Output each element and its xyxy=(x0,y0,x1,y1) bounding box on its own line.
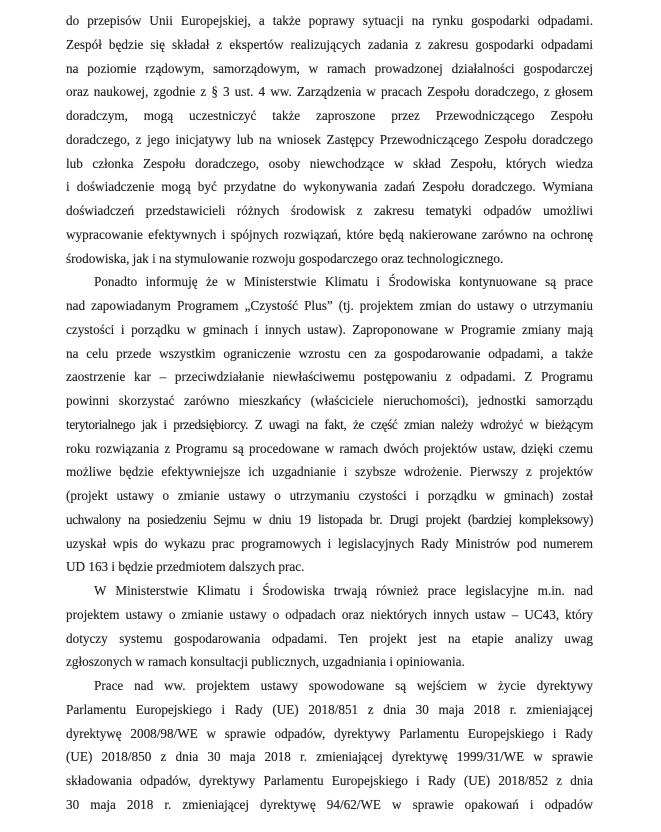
text-line: nad zapowiadanym Programem „Czystość Plus” (tj. projektem zmian do ustawy o utrzymaniu xyxy=(66,298,593,313)
text-line: składowania odpadów, dyrektywy Parlamentu Europejskiego i Rady (UE) 2018/852 z dnia xyxy=(66,773,593,788)
text-line: Parlamentu Europejskiego i Rady (UE) 2018/851 z dnia 30 maja 2018 r. zmieniającej xyxy=(66,701,593,717)
text-line: 30 maja 2018 r. zmieniającej dyrektywę 94/62/WE w sprawie opakowań i odpadów xyxy=(66,796,593,812)
text-line: możliwe będzie efektywniejsze ich uzgadnianie i szybsze wdrożenie. Pierwszy z projektów xyxy=(66,464,593,480)
text-line: zaostrzenie kar – przeciwdziałanie niewłaściwemu postępowaniu z odpadami. Z Programu xyxy=(66,369,593,385)
text-line: projektem ustawy o zmianie ustawy o odpadach oraz niektórych innych ustaw – UC43, który xyxy=(66,606,593,622)
text-line: UD 163 i będzie przedmiotem dalszych prac. xyxy=(66,559,305,575)
text-line: terytorialnego jak i przedsiębiorcy. Z uwagi na fakt, że część zmian należy wdrożyć w bieżącym xyxy=(66,416,593,432)
text-line: dyrektywę 2008/98/WE w sprawie odpadów, dyrektywy Parlamentu Europejskiego i Rady xyxy=(66,725,593,741)
text-line: Ponadto informuję że w Ministerstwie Klimatu i Środowiska kontynuowane są prace xyxy=(94,274,593,290)
text-line: na celu przede wszystkim ograniczenie wzrostu cen za gospodarowanie odpadami, a także xyxy=(66,345,593,361)
text-line: i doświadczenie mogą być przydatne do wykonywania zadań Zespołu doradczego. Wymiana xyxy=(66,179,593,195)
text-line: do przepisów Unii Europejskiej, a także poprawy sytuacji na rynku gospodarki odpadami. xyxy=(66,13,593,28)
text-line: wypracowanie efektywnych i spójnych rozwiązań, które będą nakierowane zarówno na ochronę xyxy=(66,226,593,242)
text-line: lub członka Zespołu doradczego, osoby niewchodzące w skład Zespołu, których wiedza xyxy=(66,155,593,171)
text-line: (projekt ustawy o zmianie ustawy o utrzymaniu czystości i porządku w gminach) został xyxy=(66,488,593,503)
text-line: na poziomie rządowym, samorządowym, w ramach prowadzonej działalności gospodarczej xyxy=(66,60,593,76)
text-line: doradczym, mogą uczestniczyć także zaproszone przez Przewodniczącego Zespołu xyxy=(66,108,593,123)
text-line: uchwalony na posiedzeniu Sejmu w dniu 19 listopada br. Drugi projekt (bardziej kompleksowy) xyxy=(66,511,593,527)
text-line: uzyskał wpis do wykazu prac programowych i legislacyjnych Rady Ministrów pod numerem xyxy=(66,535,593,551)
text-line: Prace nad ww. projektem ustawy spowodowane są wejściem w życie dyrektywy xyxy=(94,678,593,693)
text-line: roku rozwiązania z Programu są procedowane w ramach dwóch projektów ustaw, dzięki czemu xyxy=(66,440,593,456)
text-line: oraz naukowej, zgodnie z § 3 ust. 4 ww. Zarządzenia w pracach Zespołu doradczego, z głosem xyxy=(66,84,593,100)
text-line: doświadczeń przedstawicieli różnych środowisk z zakresu tematyki odpadów umożliwi xyxy=(66,203,593,218)
text-line: (UE) 2018/850 z dnia 30 maja 2018 r. zmieniającej dyrektywę 1999/31/WE w sprawie xyxy=(66,749,593,765)
text-line: czystości i porządku w gminach i innych ustaw). Zaproponowane w Programie zmiany mają xyxy=(66,321,593,337)
text-line: dotyczy systemu gospodarowania odpadami. Ten projekt jest na etapie analizy uwag xyxy=(66,630,593,646)
text-line: zgłoszonych w ramach konsultacji publicznych, uzgadniania i opiniowania. xyxy=(66,654,465,670)
page-text-block xyxy=(66,9,593,817)
text-line: W Ministerstwie Klimatu i Środowiska trwają również prace legislacyjne m.in. nad xyxy=(94,583,593,598)
text-line: doradczego, z jego inicjatywy lub na wniosek Zastępcy Przewodniczącego Zespołu doradczego xyxy=(66,131,593,147)
text-line: Zespół będzie się składał z ekspertów realizujących zadania z zakresu gospodarki odpadami xyxy=(66,36,593,52)
text-line: środowiska, jak i na stymulowanie rozwoju gospodarczego oraz technologicznego. xyxy=(66,250,504,266)
text-line: powinni skorzystać zarówno mieszkańcy (właściciele nieruchomości), jednostki samorządu xyxy=(66,393,593,408)
